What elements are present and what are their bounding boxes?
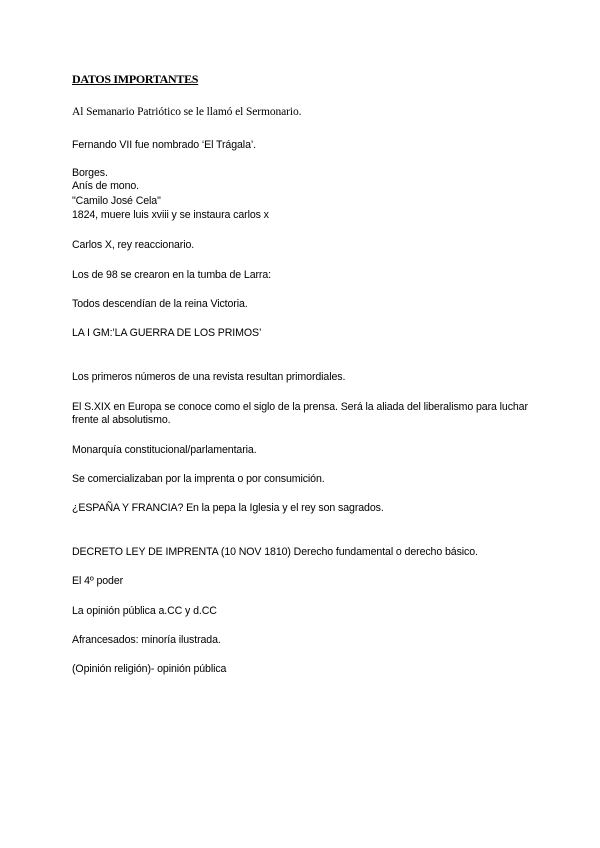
- text-line-gm: LA I GM:’LA GUERRA DE LOS PRIMOS’: [72, 327, 262, 339]
- text-line-cela: "Camilo José Cela": [72, 195, 161, 207]
- text-line-anis: Anís de mono.: [72, 180, 140, 192]
- text-line-luis: 1824, muere luis xviii y se instaura carlos x: [72, 209, 269, 221]
- text-line-afrancesados: Afrancesados: minoría ilustrada.: [72, 634, 221, 646]
- text-line-borges: Borges.: [72, 167, 108, 179]
- text-line-espana: ¿ESPAÑA Y FRANCIA? En la pepa la Iglesia y el rey son sagrados.: [72, 502, 384, 514]
- text-line-larra: Los de 98 se crearon en la tumba de Larra:: [72, 269, 271, 281]
- text-line-opinion: La opinión pública a.CC y d.CC: [72, 605, 217, 617]
- text-line-carlos: Carlos X, rey reaccionario.: [72, 239, 195, 251]
- text-line-numeros: Los primeros números de una revista resultan primordiales.: [72, 371, 346, 383]
- text-line-victoria: Todos descendían de la reina Victoria.: [72, 298, 248, 310]
- text-line-semanario: Al Semanario Patriótico se le llamó el Sermonario.: [72, 106, 302, 118]
- text-line-religion: (Opinión religión)- opinión pública: [72, 663, 227, 675]
- text-paragraph-sxix: El S.XIX en Europa se conoce como el siglo de la prensa. Será la aliada del liberalismo para luchar frente al absolutismo.: [72, 401, 528, 426]
- text-line-monarquia: Monarquía constitucional/parlamentaria.: [72, 444, 257, 456]
- document-heading: DATOS IMPORTANTES: [72, 72, 199, 86]
- text-line-decreto: DECRETO LEY DE IMPRENTA (10 NOV 1810) Derecho fundamental o derecho básico.: [72, 546, 478, 558]
- text-line-fernando: Fernando VII fue nombrado ‘El Trágala’.: [72, 139, 256, 151]
- text-line-comercializaban: Se comercializaban por la imprenta o por consumición.: [72, 473, 325, 485]
- text-line-poder: El 4º poder: [72, 575, 124, 587]
